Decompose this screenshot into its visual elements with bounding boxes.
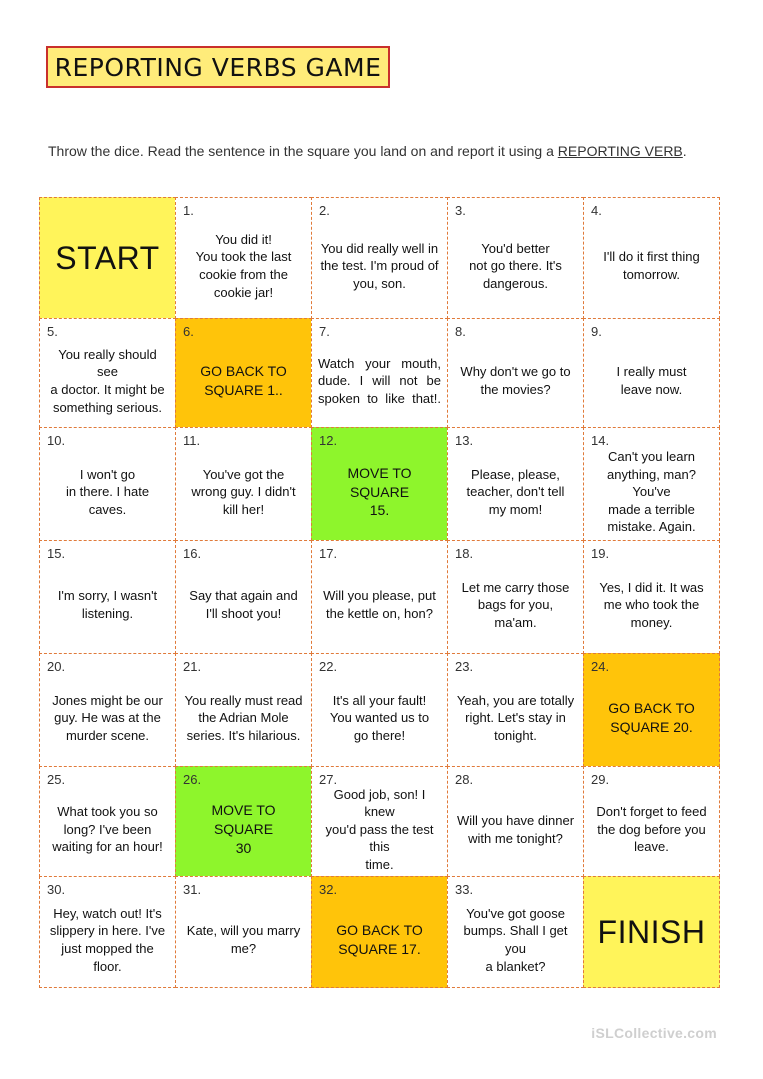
board-square [311, 653, 448, 767]
square-number: 5. [47, 324, 58, 339]
board-square [447, 653, 584, 767]
board-square [583, 540, 720, 654]
square-instruction: GO BACK TO SQUARE 20. [608, 700, 695, 735]
board-square [39, 653, 176, 767]
board-square [583, 197, 720, 319]
board-square [311, 197, 448, 319]
square-sentence: Kate, will you marry me? [186, 923, 301, 956]
board-square [447, 766, 584, 877]
square-sentence: Hey, watch out! It's slippery in here. I've just mopped the floor. [49, 905, 166, 974]
square-number: 30. [47, 882, 66, 897]
square-sentence: Watch your mouth, dude. I will not be spoken to like that!. [318, 355, 441, 406]
square-number: 14. [591, 433, 610, 448]
square-number: 33. [455, 882, 474, 897]
square-instruction: GO BACK TO SQUARE 17. [336, 922, 423, 957]
square-sentence: Will you have dinner with me tonight? [456, 812, 575, 846]
square-number: 10. [47, 433, 66, 448]
square-sentence: I won't go in there. I hate caves. [65, 466, 150, 517]
game-board [39, 197, 719, 987]
board-square [39, 318, 176, 428]
board-square [175, 197, 312, 319]
square-number: 22. [319, 659, 338, 674]
square-number: 2. [319, 203, 330, 218]
instructions-text: Throw the dice. Read the sentence in the square you land on and report it using a [48, 143, 558, 159]
square-number: 17. [319, 546, 338, 561]
square-number: 20. [47, 659, 66, 674]
square-number: 18. [455, 546, 474, 561]
square-number: 32. [319, 882, 338, 897]
square-sentence: You've got goose bumps. Shall I get you a blanket? [463, 905, 568, 974]
square-number: 15. [47, 546, 66, 561]
board-square [311, 318, 448, 428]
square-sentence: Yes, I did it. It was me who took the money. [599, 579, 704, 630]
square-sentence: Say that again and I'll shoot you! [189, 588, 298, 621]
board-square [39, 876, 176, 988]
board-square [175, 653, 312, 767]
square-number: 9. [591, 324, 602, 339]
board-square [447, 876, 584, 988]
board-square [175, 766, 312, 877]
board-square [39, 540, 176, 654]
square-sentence: What took you so long? I've been waiting for an hour! [52, 804, 163, 855]
instructions-end: . [682, 143, 687, 159]
square-sentence: You did it! You took the last cookie from the cookie jar! [195, 231, 292, 300]
board-square [583, 318, 720, 428]
square-number: 25. [47, 772, 66, 787]
square-number: 4. [591, 203, 602, 218]
square-sentence: You really must read the Adrian Mole series. It's hilarious. [184, 692, 303, 743]
board-square [311, 540, 448, 654]
square-number: 28. [455, 772, 474, 787]
square-instruction: GO BACK TO SQUARE 1.. [200, 363, 287, 398]
reporting-verb-link: REPORTING VERB [557, 143, 683, 159]
board-square [447, 318, 584, 428]
square-number: 21. [183, 659, 202, 674]
square-sentence: I'm sorry, I wasn't listening. [57, 588, 158, 621]
board-square [175, 540, 312, 654]
board-square [447, 197, 584, 319]
square-number: 13. [455, 433, 474, 448]
board-square-start [39, 197, 176, 319]
square-sentence: I'll do it first thing tomorrow. [603, 249, 700, 282]
square-sentence: Please, please, teacher, don't tell my mom! [466, 466, 565, 517]
square-label: START [55, 239, 160, 276]
watermark: iSLCollective.com [591, 1025, 717, 1041]
square-sentence: It's all your fault! You wanted us to go there! [329, 692, 430, 743]
square-instruction: MOVE TO SQUARE 15. [347, 464, 412, 519]
square-sentence: You really should see a doctor. It might be something serious. [50, 346, 165, 415]
square-number: 24. [591, 659, 610, 674]
board-square [447, 427, 584, 541]
square-number: 26. [183, 772, 202, 787]
square-number: 8. [455, 324, 466, 339]
board-square [39, 427, 176, 541]
board-square [175, 427, 312, 541]
square-number: 27. [319, 772, 338, 787]
square-sentence: You did really well in the test. I'm proud of you, son. [320, 240, 439, 291]
square-number: 12. [319, 433, 338, 448]
instructions [48, 143, 687, 159]
board-square-finish [583, 876, 720, 988]
board-square [175, 318, 312, 428]
square-number: 23. [455, 659, 474, 674]
board-square [39, 766, 176, 877]
square-sentence: Let me carry those bags for you, ma'am. [461, 579, 570, 630]
square-sentence: You've got the wrong guy. I didn't kill her! [191, 466, 296, 517]
square-number: 16. [183, 546, 202, 561]
square-number: 3. [455, 203, 466, 218]
board-square [583, 653, 720, 767]
board-square [311, 427, 448, 541]
board-square [175, 876, 312, 988]
square-number: 7. [319, 324, 330, 339]
square-instruction: MOVE TO SQUARE 30 [211, 802, 276, 856]
board-square [583, 766, 720, 877]
square-sentence: I really must leave now. [616, 364, 687, 397]
square-number: 29. [591, 772, 610, 787]
board-square [311, 766, 448, 877]
board-square [311, 876, 448, 988]
square-sentence: Why don't we go to the movies? [460, 364, 571, 397]
square-sentence: Good job, son! I knew you'd pass the test this time. [325, 786, 434, 872]
square-sentence: Can't you learn anything, man? You've made a terrible mistake. Again. [607, 449, 696, 535]
square-sentence: Jones might be our guy. He was at the murder scene. [52, 692, 163, 743]
square-number: 31. [183, 882, 202, 897]
board-square [447, 540, 584, 654]
square-number: 6. [183, 324, 194, 339]
board-square [583, 427, 720, 541]
square-number: 19. [591, 546, 610, 561]
game-title: REPORTING VERBS GAME [46, 46, 390, 88]
square-sentence: Yeah, you are totally right. Let's stay in tonight. [456, 692, 575, 743]
square-sentence: You'd better not go there. It's dangerous. [469, 240, 562, 291]
square-number: 1. [183, 203, 194, 218]
square-sentence: Will you please, put the kettle on, hon? [323, 588, 436, 621]
square-number: 11. [183, 433, 201, 448]
square-label: FINISH [597, 913, 706, 950]
square-sentence: Don't forget to feed the dog before you leave. [596, 804, 707, 855]
